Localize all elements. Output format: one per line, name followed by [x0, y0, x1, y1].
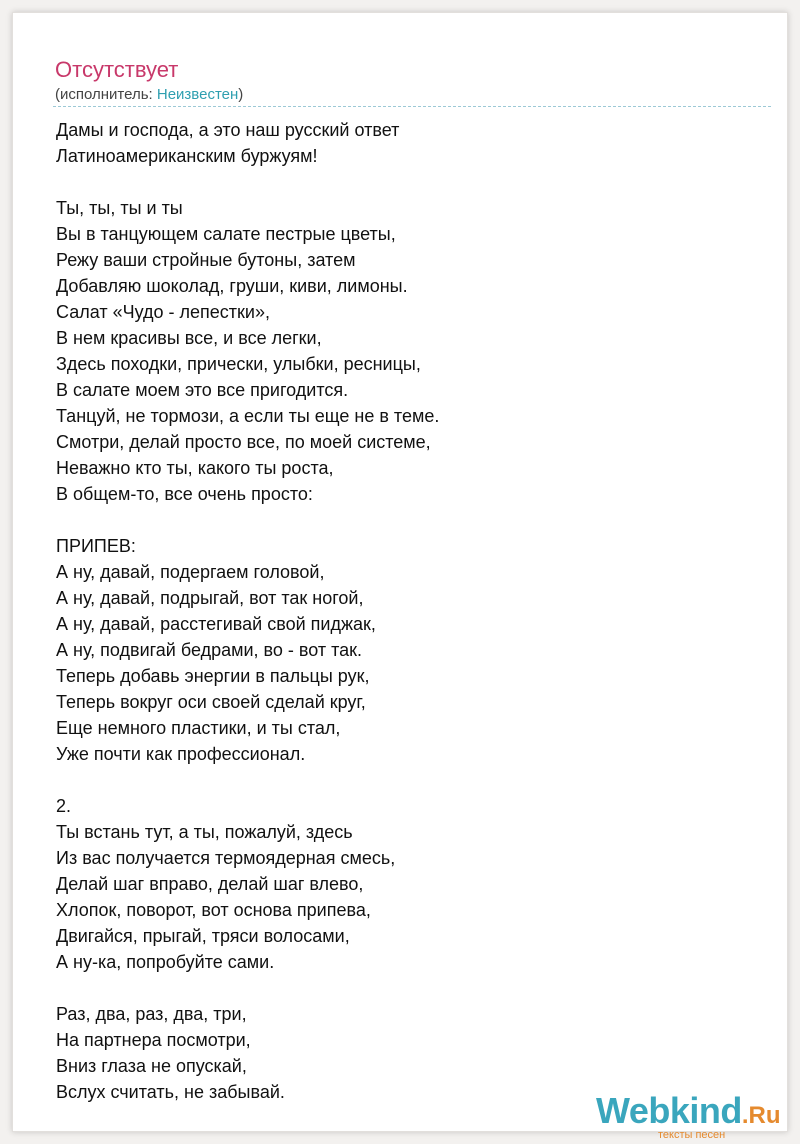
lyrics-line: Дамы и господа, а это наш русский ответ: [56, 120, 400, 140]
lyrics-line: Смотри, делай просто все, по моей системе,: [56, 432, 431, 452]
site-logo[interactable]: [596, 1090, 781, 1141]
lyrics-line: Добавляю шоколад, груши, киви, лимоны.: [56, 276, 408, 296]
logo-tagline: тексты песен: [658, 1129, 726, 1141]
lyrics-line: Латиноамериканским буржуям!: [56, 146, 318, 166]
song-title: Отсутствует: [55, 57, 179, 82]
lyrics-stanza: [56, 195, 756, 507]
lyrics-line: Раз, два, раз, два, три,: [56, 1004, 247, 1024]
lyrics-line: Хлопок, поворот, вот основа припева,: [56, 900, 371, 920]
lyrics-line: Ты встань тут, а ты, пожалуй, здесь: [56, 822, 353, 842]
lyrics-line: Еще немного пластики, и ты стал,: [56, 718, 341, 738]
artist-prefix: (исполнитель:: [55, 86, 157, 103]
logo-wordmark: Webkind: [596, 1090, 742, 1131]
lyrics-line: В общем-то, все очень просто:: [56, 484, 313, 504]
lyrics-line: 2.: [56, 796, 72, 816]
lyrics-line: Из вас получается термоядерная смесь,: [56, 848, 396, 868]
lyrics-line: А ну, подвигай бедрами, во - вот так.: [56, 640, 363, 660]
lyrics-line: Вы в танцующем салате пестрые цветы,: [56, 224, 396, 244]
artist-link[interactable]: Неизвестен: [156, 86, 239, 103]
lyrics-line: А ну, давай, подрыгай, вот так ногой,: [56, 588, 364, 608]
lyrics-line: Уже почти как профессионал.: [56, 744, 306, 764]
lyrics-stanza: [56, 117, 756, 169]
lyrics-page: [12, 12, 788, 1141]
lyrics-line: Теперь добавь энергии в пальцы рук,: [56, 666, 370, 686]
lyrics-text: [56, 117, 756, 1131]
artist-line: [55, 86, 243, 104]
logo-tld: .Ru: [741, 1102, 781, 1129]
lyrics-line: Здесь походки, прически, улыбки, ресницы,: [56, 354, 421, 374]
lyrics-line: Делай шаг вправо, делай шаг влево,: [56, 874, 364, 894]
lyrics-line: На партнера посмотри,: [56, 1030, 251, 1050]
lyrics-line: В нем красивы все, и все легки,: [56, 328, 322, 348]
lyrics-line: Неважно кто ты, какого ты роста,: [56, 458, 334, 478]
lyrics-line: Двигайся, прыгай, тряси волосами,: [56, 926, 350, 946]
lyrics-line: Ты, ты, ты и ты: [56, 198, 183, 218]
lyrics-line: А ну, давай, подергаем головой,: [56, 562, 325, 582]
artist-suffix: ): [238, 86, 244, 103]
lyrics-stanza: [56, 793, 756, 975]
lyrics-line: Танцуй, не тормози, а если ты еще не в теме.: [56, 406, 440, 426]
lyrics-line: Теперь вокруг оси своей сделай круг,: [56, 692, 366, 712]
lyrics-line: ПРИПЕВ:: [56, 536, 136, 556]
lyrics-line: А ну, давай, расстегивай свой пиджак,: [56, 614, 376, 634]
lyrics-line: Вслух считать, не забывай.: [56, 1082, 285, 1102]
lyrics-line: Режу ваши стройные бутоны, затем: [56, 250, 356, 270]
lyrics-line: Вниз глаза не опускай,: [56, 1056, 247, 1076]
dashed-divider: [53, 106, 771, 107]
lyrics-line: Салат «Чудо - лепестки»,: [56, 302, 270, 322]
lyrics-line: В салате моем это все пригодится.: [56, 380, 349, 400]
lyrics-line: А ну-ка, попробуйте сами.: [56, 952, 275, 972]
lyrics-stanza: [56, 533, 756, 767]
